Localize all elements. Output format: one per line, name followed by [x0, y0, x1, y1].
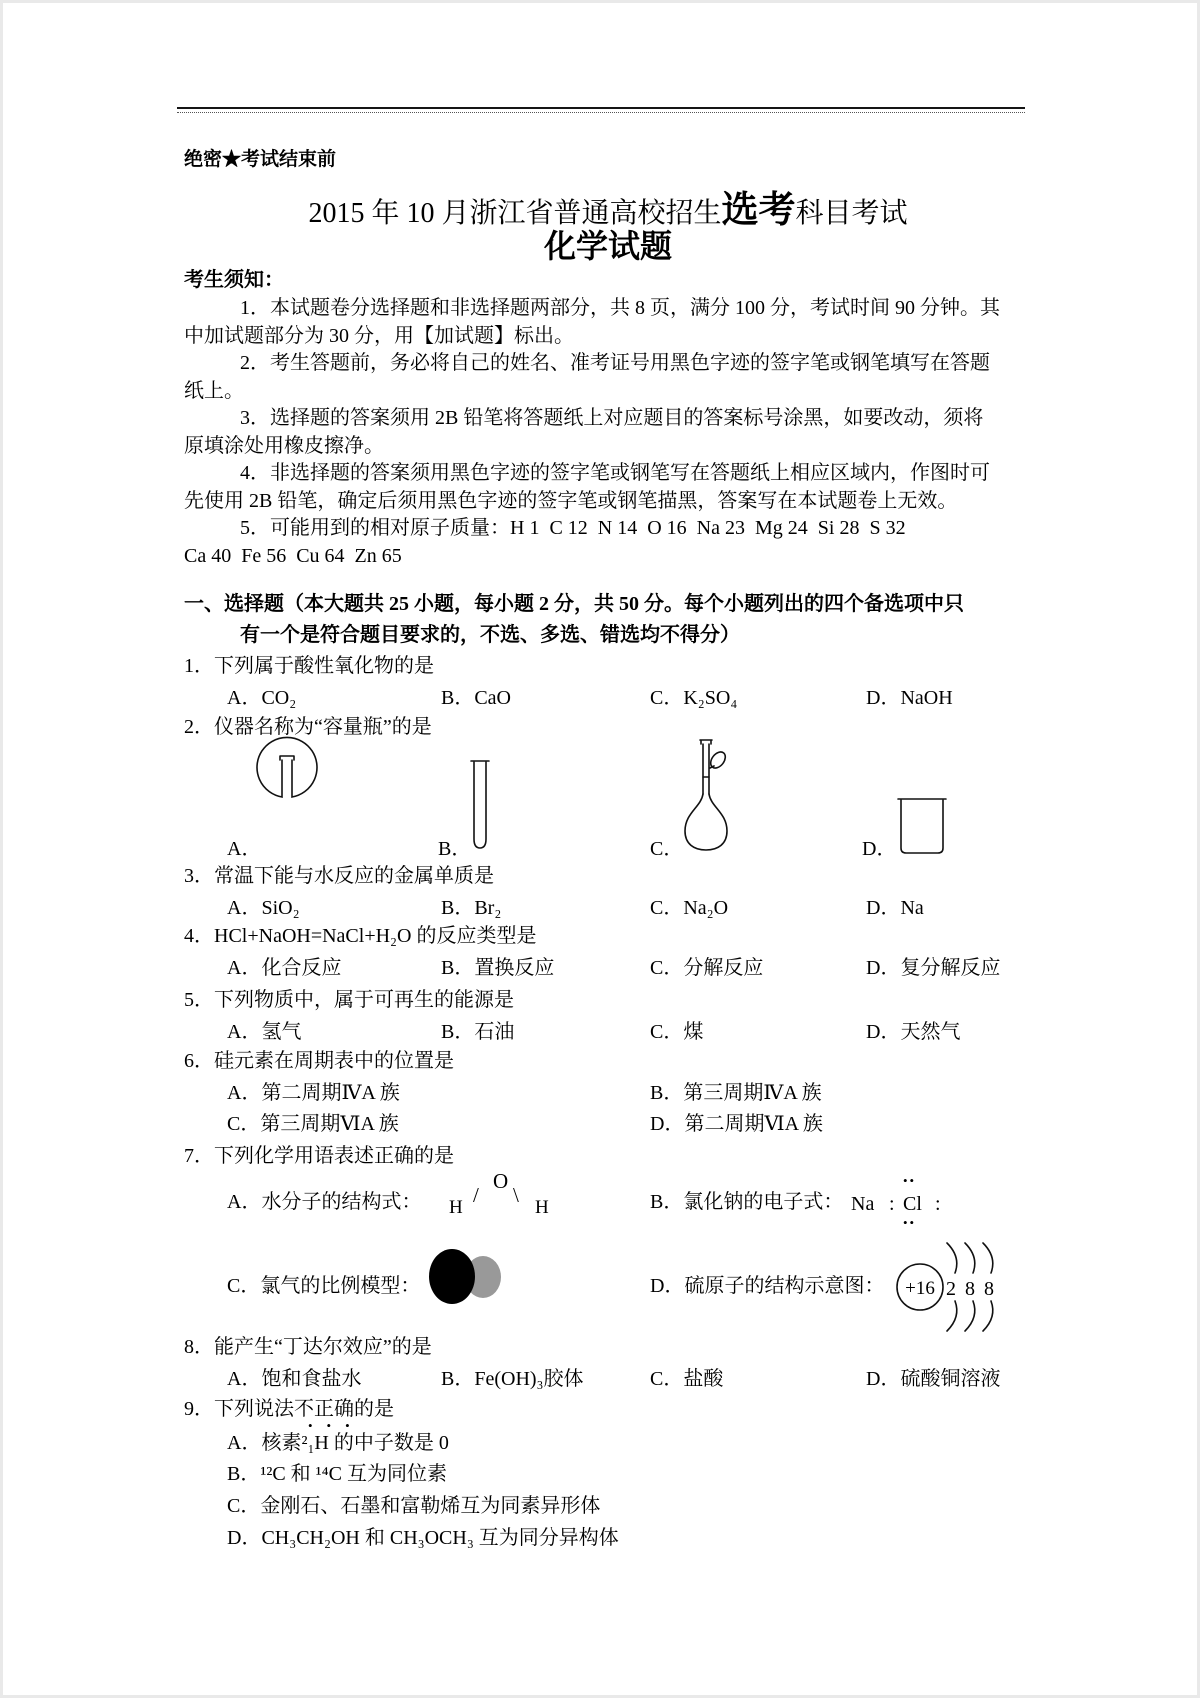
q3-stem: 3．常温下能与水反应的金属单质是 [184, 865, 494, 887]
q1-option-d: D．NaOH [866, 687, 953, 709]
q8-option-a: A．饱和食盐水 [227, 1368, 362, 1390]
q6-option-c: C．第三周期ⅥA 族 [227, 1113, 399, 1135]
notice-heading: 考生须知： [184, 269, 284, 291]
q5-option-c: C．煤 [650, 1021, 704, 1043]
q4-option-b: B．置换反应 [441, 957, 555, 979]
q9-option-c: C．金刚石、石墨和富勒烯互为同素异形体 [227, 1495, 601, 1517]
notice-item-5-line-2: Ca 40 Fe 56 Cu 64 Zn 65 [184, 545, 402, 567]
q6-option-a: A．第二周期ⅣA 族 [227, 1082, 400, 1104]
q3-option-d: D．Na [866, 897, 924, 919]
nacl-electron-formula [851, 1171, 951, 1230]
notice-item-1-line-2: 中加试题部分为 30 分，用【加试题】标出。 [184, 325, 574, 347]
q9-option-b: B．¹²C 和 ¹⁴C 互为同位素 [227, 1463, 447, 1485]
q6-option-b: B．第三周期ⅣA 族 [650, 1082, 822, 1104]
electron-colon-left: : [889, 1193, 895, 1215]
water-bond-left: / [473, 1183, 479, 1207]
q7-option-c: C．氯气的比例模型： [227, 1275, 421, 1297]
q7-option-b: B．氯化钠的电子式： [650, 1191, 844, 1213]
q1-option-a: A．CO₂ [227, 687, 297, 709]
exam-title-prefix: 2015 年 10 月浙江省普通高校招生 [308, 198, 722, 229]
q4-option-d: D．复分解反应 [866, 957, 1001, 979]
electron-cl: Cl [903, 1193, 922, 1215]
q6-stem: 6．硅元素在周期表中的位置是 [184, 1050, 454, 1072]
q8-option-b: B．Fe(OH)₃胶体 [441, 1368, 584, 1390]
q9-option-d: D．CH₃CH₂OH 和 CH₃OCH₃ 互为同分异构体 [227, 1527, 619, 1549]
q8-option-c: C．盐酸 [650, 1368, 724, 1390]
beaker-icon [896, 796, 948, 856]
q9-stem: 9．下列说法不正确的是 [184, 1398, 394, 1420]
q2-option-a-label: A． [227, 838, 262, 860]
exam-title-emphasis: 选考 [721, 190, 796, 231]
q1-stem: 1．下列属于酸性氧化物的是 [184, 655, 434, 677]
q8-option-d: D．硫酸铜溶液 [866, 1368, 1001, 1390]
notice-item-2-line-2: 纸上。 [184, 380, 244, 402]
water-h-left: H [449, 1197, 463, 1218]
security-classification: 绝密★考试结束前 [184, 149, 337, 170]
sulfur-atom-structure-diagram [893, 1235, 1015, 1339]
notice-item-4-line-2: 先使用 2B 铅笔，确定后须用黑色字迹的签字笔或钢笔描黑，答案写在本试题卷上无效。 [184, 490, 958, 512]
electron-na: Na [851, 1193, 875, 1215]
notice-item-3-line-1: 3．选择题的答案须用 2B 铅笔将答题纸上对应题目的答案标号涂黑，如要改动，须将 [240, 407, 984, 429]
atom-shell-1-electrons: 2 [946, 1278, 956, 1300]
section-heading-line-2: 有一个是符合题目要求的，不选、多选、错选均不得分） [240, 624, 740, 646]
q9-option-a: A．核素²₁H 的中子数是 0 [227, 1432, 449, 1454]
q2-option-c-label: C． [650, 838, 684, 860]
q3-option-a: A．SiO₂ [227, 897, 300, 919]
atom-shell-3-electrons: 8 [984, 1278, 994, 1300]
water-oxygen: O [493, 1169, 509, 1193]
q4-stem: 4．HCl+NaOH=NaCl+H₂O 的反应类型是 [184, 925, 537, 947]
q1-option-c: C．K₂SO₄ [650, 687, 738, 709]
q7-option-d: D．硫原子的结构示意图： [650, 1275, 885, 1297]
q1-option-b: B．CaO [441, 687, 512, 709]
q2-option-b-label: B． [438, 838, 472, 860]
electron-dots-bottom: •• [903, 1215, 917, 1230]
q7-stem: 7．下列化学用语表述正确的是 [184, 1145, 454, 1167]
test-tube-icon [469, 759, 491, 851]
atom-shell-2-electrons: 8 [965, 1278, 975, 1300]
water-structural-formula [447, 1171, 557, 1223]
q2-option-d-label: D． [862, 838, 897, 860]
q5-option-a: A．氢气 [227, 1021, 302, 1043]
q2-stem: 2．仪器名称为“容量瓶”的是 [184, 716, 432, 738]
q3-option-b: B．Br₂ [441, 897, 502, 919]
electron-dots-top: •• [903, 1173, 917, 1188]
atom-nucleus-charge: +16 [905, 1278, 935, 1299]
round-bottom-flask-icon [255, 755, 319, 859]
notice-item-3-line-2: 原填涂处用橡皮擦净。 [184, 435, 384, 457]
exam-paper-page [3, 3, 1197, 1695]
exam-title-suffix: 科目考试 [795, 198, 908, 229]
q4-option-c: C．分解反应 [650, 957, 764, 979]
q9-emphasis-dots: ••• [308, 1418, 364, 1433]
q7-option-a: A．水分子的结构式： [227, 1191, 422, 1213]
q3-option-c: C．Na₂O [650, 897, 729, 919]
water-h-right: H [535, 1197, 549, 1218]
notice-item-1-line-1: 1．本试题卷分选择题和非选择题两部分，共 8 页，满分 100 分，考试时间 90 分钟。其 [240, 297, 1000, 319]
paper-title: 化学试题 [543, 228, 672, 264]
chlorine-space-filling-model [429, 1249, 509, 1307]
notice-item-2-line-1: 2．考生答题前，务必将自己的姓名、准考证号用黑色字迹的签字笔或钢笔填写在答题 [240, 352, 990, 374]
q6-option-d: D．第二周期ⅥA 族 [650, 1113, 823, 1135]
water-bond-right: \ [513, 1183, 519, 1207]
notice-item-5-line-1: 5．可能用到的相对原子质量：H 1 C 12 N 14 O 16 Na 23 Mg 24 Si 28 S 32 [240, 517, 906, 539]
section-heading-line-1: 一、选择题（本大题共 25 小题，每小题 2 分，共 50 分。每个小题列出的四个备选项中只 [184, 593, 964, 615]
q5-option-d: D．天然气 [866, 1021, 961, 1043]
q5-stem: 5．下列物质中，属于可再生的能源是 [184, 989, 514, 1011]
notice-item-4-line-1: 4．非选择题的答案须用黑色字迹的签字笔或钢笔写在答题纸上相应区域内，作图时可 [240, 462, 990, 484]
volumetric-flask-icon [681, 739, 739, 853]
chlorine-atom-black [429, 1249, 475, 1304]
q4-option-a: A．化合反应 [227, 957, 342, 979]
q5-option-b: B．石油 [441, 1021, 515, 1043]
header-rule [177, 107, 1025, 113]
q8-stem: 8．能产生“丁达尔效应”的是 [184, 1336, 432, 1358]
electron-colon-right: : [935, 1193, 941, 1215]
